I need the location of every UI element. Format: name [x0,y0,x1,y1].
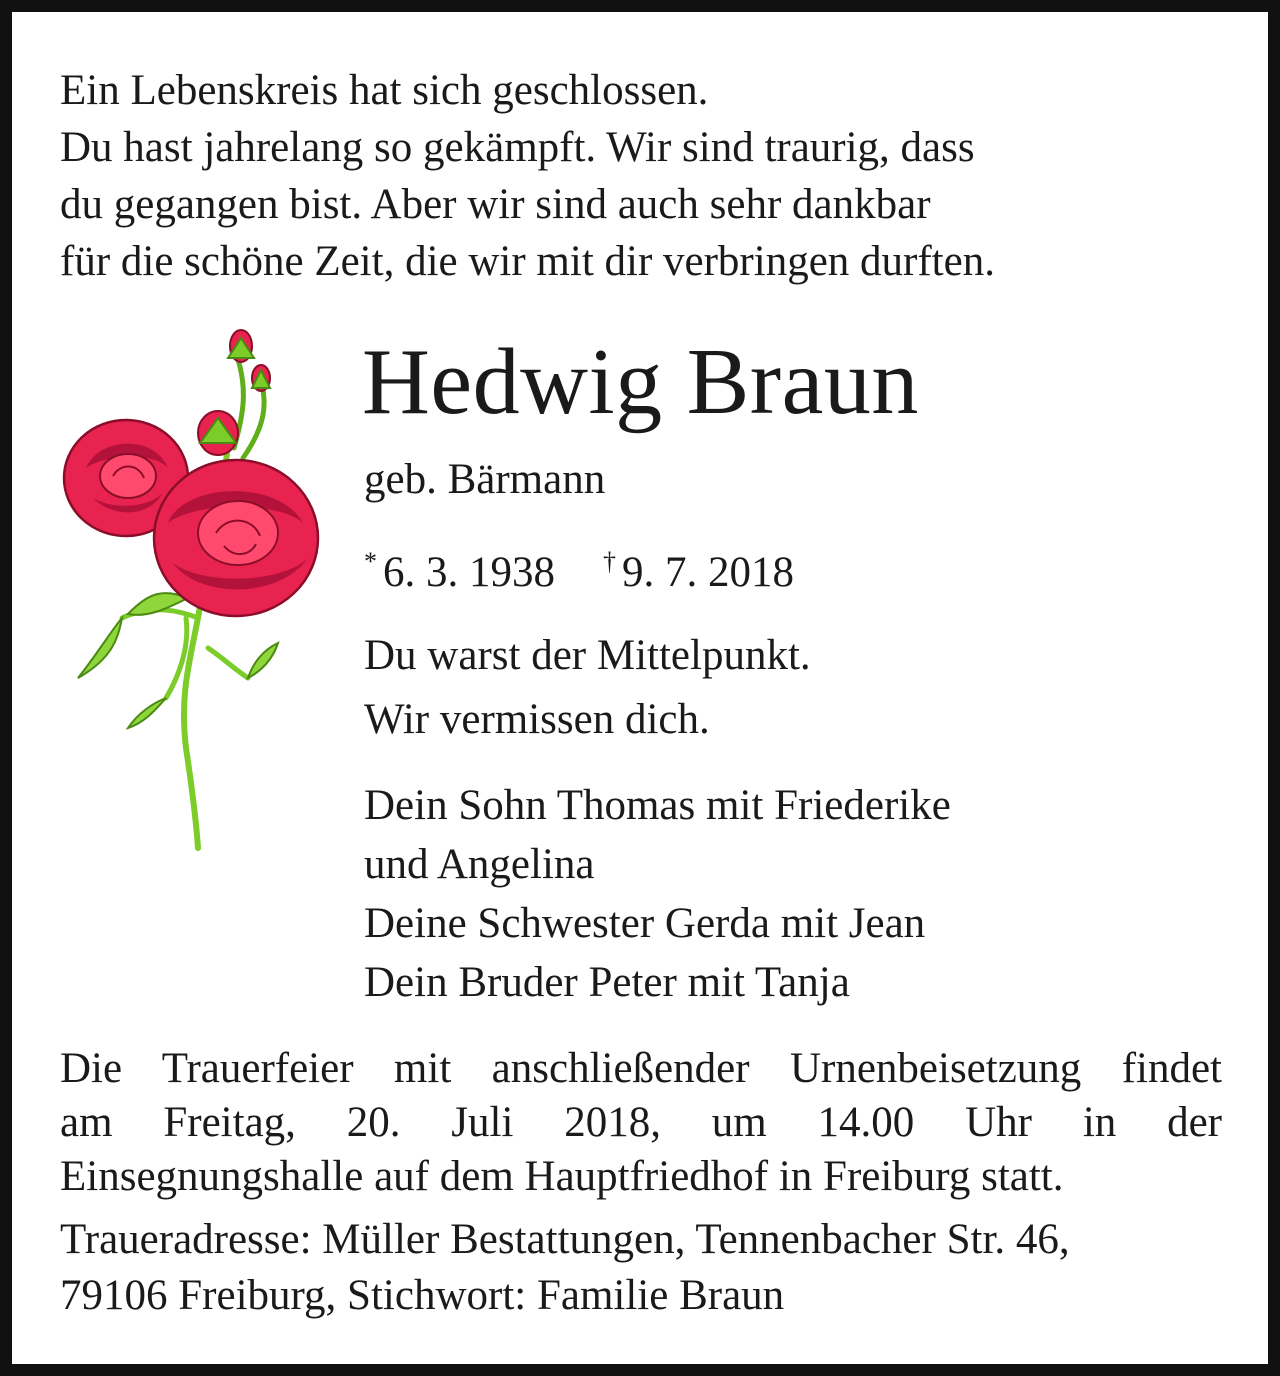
verse-line: Du warst der Mittelpunkt. [364,632,811,679]
mourner-line: Dein Bruder Peter mit Tanja [364,959,850,1006]
mourner-line: Deine Schwester Gerda mit Jean [364,900,926,947]
condolence-address [60,1212,1070,1324]
intro-line: Du hast jahrelang so gekämpft. Wir sind traurig, dass [60,124,975,171]
ceremony-line: am Freitag, 20. Juli 2018, um 14.00 Uhr in der [60,1099,1222,1146]
life-dates [364,534,794,601]
deceased-name: Hedwig Braun [362,330,919,434]
birth-date: 6. 3. 1938 [383,549,555,596]
intro-line: du gegangen bist. Aber wir sind auch sehr dankbar [60,181,931,228]
mourner-line: und Angelina [364,841,595,888]
maiden-name: geb. Bärmann [364,456,606,503]
intro-text [60,62,1230,290]
mourner-line: Dein Sohn Thomas mit Friederike [364,782,951,829]
address-line: 79106 Freiburg, Stichwort: Familie Braun [60,1272,785,1319]
death-symbol: † [603,547,616,576]
ceremony-info [60,1042,1222,1204]
verse-line: Wir vermissen dich. [364,696,710,743]
birth-symbol: * [364,547,377,576]
red-rose-icon [58,318,333,858]
death-date: 9. 7. 2018 [622,549,794,596]
memorial-verse [364,624,811,752]
ceremony-line: Die Trauerfeier mit anschließender Urnenbeisetzung findet [60,1045,1222,1092]
ceremony-line: Einsegnungshalle auf dem Hauptfriedhof in Freiburg statt. [60,1153,1064,1200]
mourners-list [364,776,951,1012]
intro-line: Ein Lebenskreis hat sich geschlossen. [60,67,709,114]
intro-line: für die schöne Zeit, die wir mit dir verbringen durften. [60,238,995,285]
address-line: Traueradresse: Müller Bestattungen, Tennenbacher Str. 46, [60,1216,1070,1263]
